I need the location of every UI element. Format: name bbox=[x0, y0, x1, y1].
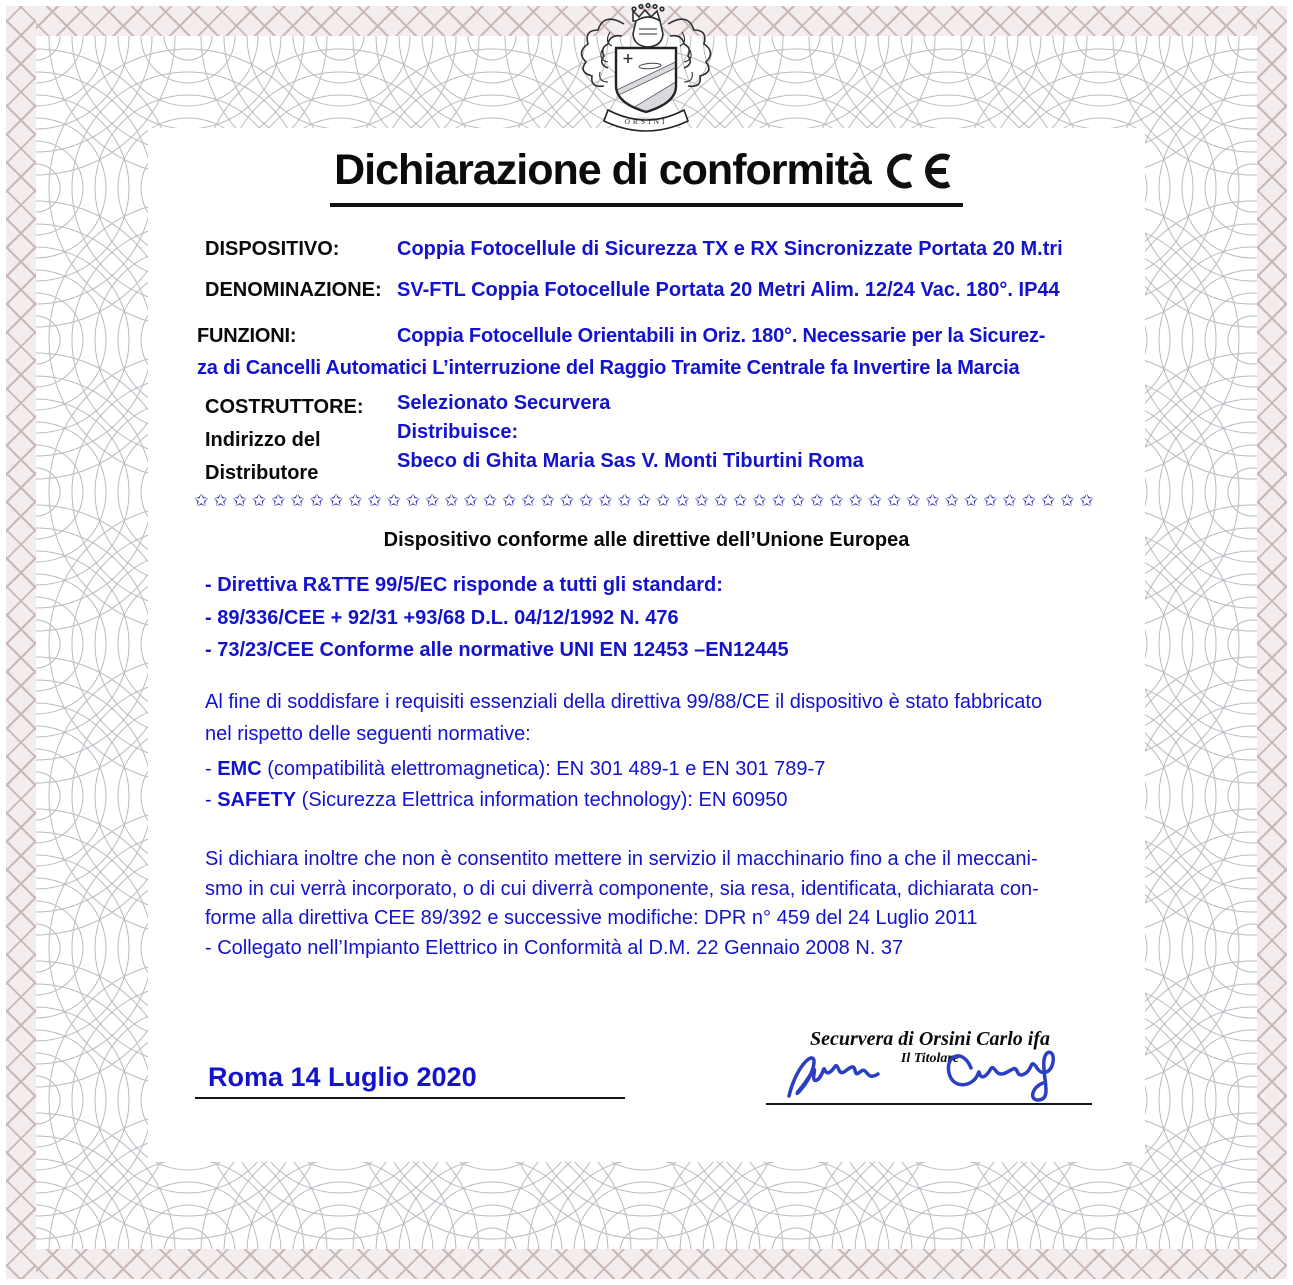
machinery-declaration bbox=[205, 845, 1039, 963]
field-dispositivo bbox=[205, 238, 1115, 261]
emc-rest: (compatibilità elettromagnetica): EN 301 489-1 e EN 301 789-7 bbox=[261, 758, 826, 780]
handwritten-signature bbox=[775, 1040, 1085, 1108]
indirizzo-label: Indirizzo del bbox=[205, 429, 321, 451]
border-lattice-bottom bbox=[6, 1249, 1287, 1279]
funzioni-label: FUNZIONI: bbox=[197, 325, 297, 347]
distributore-value: Sbeco di Ghita Maria Sas V. Monti Tiburtini Roma bbox=[397, 450, 864, 472]
star-separator: ✩✩✩✩✩✩✩✩✩✩✩✩✩✩✩✩✩✩✩✩✩✩✩✩✩✩✩✩✩✩✩✩✩✩✩✩✩✩✩✩✩✩✩✩✩✩✩ bbox=[194, 491, 1099, 510]
compliance-intro bbox=[205, 686, 1042, 750]
dispositivo-value: Coppia Fotocellule di Sicurezza TX e RX Sincronizzate Portata 20 M.tri bbox=[397, 238, 1063, 260]
machinery-line: Si dichiara inoltre che non è consentito mettere in servizio il macchinario fino a che il meccani- bbox=[205, 848, 1038, 870]
indirizzo-value: Distribuisce: bbox=[397, 421, 519, 443]
safety-prefix: - bbox=[205, 789, 218, 811]
crest-banner-text: ORSINI bbox=[624, 117, 668, 126]
denominazione-label: DENOMINAZIONE: bbox=[205, 279, 382, 301]
field-denominazione bbox=[205, 279, 1115, 302]
dispositivo-label: DISPOSITIVO: bbox=[205, 238, 340, 260]
distributore-label: Distributore bbox=[205, 462, 319, 484]
safety-term: SAFETY bbox=[217, 789, 297, 811]
machinery-line: forme alla direttiva CEE 89/392 e successive modifiche: DPR n° 459 del 24 Luglio 2011 bbox=[205, 907, 978, 929]
manufacturer-labels bbox=[205, 391, 364, 490]
manufacturer-values bbox=[397, 389, 864, 476]
field-funzioni bbox=[197, 320, 1102, 384]
directive-item: - 89/336/CEE + 92/31 +93/68 D.L. 04/12/1992 N. 476 bbox=[205, 606, 679, 629]
compliance-intro-line2: nel rispetto delle seguenti normative: bbox=[205, 723, 531, 745]
directive-item: - Direttiva R&TTE 99/5/EC risponde a tutti gli standard: bbox=[205, 574, 723, 596]
norm-line-emc bbox=[205, 754, 825, 785]
place-date: Roma 14 Luglio 2020 bbox=[208, 1062, 477, 1092]
date-underline bbox=[195, 1097, 625, 1099]
emc-term: EMC bbox=[217, 758, 262, 780]
signature-role: Il Titolare bbox=[900, 1051, 960, 1066]
costruttore-label: COSTRUTTORE: bbox=[205, 396, 364, 418]
orsini-coat-of-arms-icon bbox=[560, 2, 732, 136]
norm-line-safety bbox=[205, 785, 825, 816]
costruttore-value: Selezionato Securvera bbox=[397, 392, 611, 414]
directive-item: - 73/23/CEE Conforme alle normative UNI EN 12453 –EN12445 bbox=[205, 639, 789, 661]
compliance-intro-line1: Al fine di soddisfare i requisiti essenziali della direttiva 99/88/CE il dispositivo è stato fabbricato bbox=[205, 691, 1043, 713]
norms-list bbox=[205, 754, 825, 816]
machinery-line: - Collegato nell’Impianto Elettrico in Conformità al D.M. 22 Gennaio 2008 N. 37 bbox=[205, 936, 904, 959]
conformity-heading: Dispositivo conforme alle direttive dell’Unione Europea bbox=[383, 529, 910, 551]
emc-prefix: - bbox=[205, 758, 218, 780]
ce-mark-icon bbox=[883, 152, 959, 190]
page-title: Dichiarazione di conformità bbox=[334, 146, 871, 194]
border-lattice-left bbox=[6, 6, 36, 1279]
signature-line bbox=[766, 1103, 1092, 1105]
denominazione-value: SV-FTL Coppia Fotocellule Portata 20 Metri Alim. 12/24 Vac. 180°. IP44 bbox=[397, 279, 1060, 301]
border-lattice-right bbox=[1257, 6, 1287, 1279]
funzioni-value-line1: Coppia Fotocellule Orientabili in Oriz. 180°. Necessarie per la Sicurez- bbox=[397, 325, 1046, 347]
safety-rest: (Sicurezza Elettrica information technology): EN 60950 bbox=[296, 789, 788, 811]
funzioni-value-line2: za di Cancelli Automatici L’interruzione del Raggio Tramite Centrale fa Invertire la Marcia bbox=[197, 357, 1020, 379]
title-block bbox=[148, 146, 1145, 207]
crest-helmet bbox=[633, 17, 663, 47]
machinery-line: smo in cui verrà incorporato, o di cui diverrà componente, sia resa, identificata, dichiarata con- bbox=[205, 877, 1039, 900]
directives-list bbox=[205, 569, 789, 667]
signature-company: Securvera di Orsini Carlo ifa bbox=[809, 1028, 1051, 1050]
